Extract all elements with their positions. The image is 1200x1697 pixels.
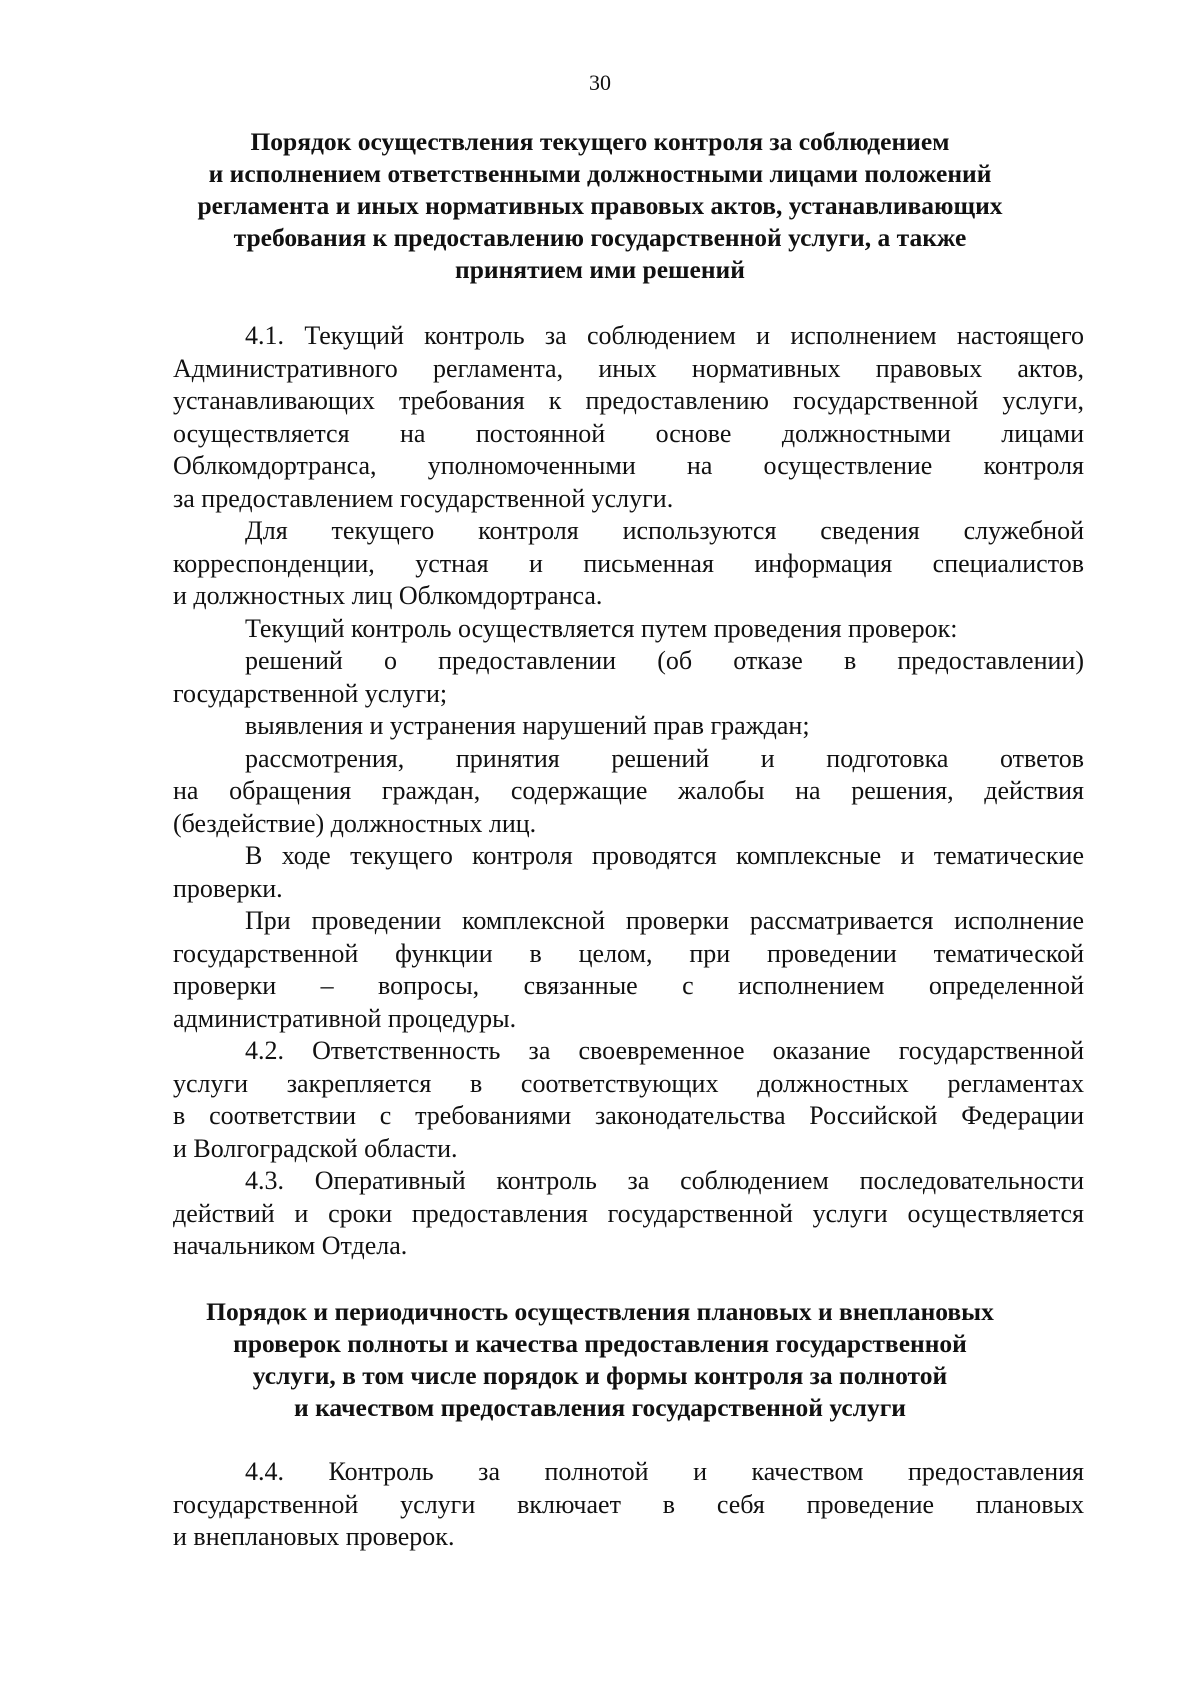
text-line: (бездействие) должностных лиц. [173,808,537,838]
paragraph [173,1456,1084,1554]
text-line: государственной функции в целом, при проведении тематической [173,938,1084,968]
section-body-current-control [173,320,1084,1263]
text-line: решений о предоставлении (об отказе в предоставлении) [245,646,1084,675]
text-line: Облкомдортранса, уполномоченными на осуществление контроля [173,451,1084,480]
section-heading-current-control [160,126,1040,286]
text-line: корреспонденции, устная и письменная информация специалистов [173,548,1084,578]
text-line: рассмотрения, принятия решений и подготовка ответов [245,743,1084,773]
section-heading-planned-inspections [160,1296,1040,1424]
text-line: выявления и устранения нарушений прав граждан; [245,711,810,740]
text-line: и должностных лиц Облкомдортранса. [173,581,603,610]
text-line: 4.3. Оперативный контроль за соблюдением последовательности [245,1166,1084,1195]
text-line: Для текущего контроля используются сведения служебной [245,516,1084,545]
paragraph [173,613,1084,646]
paragraph [173,1035,1084,1165]
heading-line: и исполнением ответственными должностными лицами положений [208,159,992,188]
paragraph [173,743,1084,841]
text-line: При проведении комплексной проверки рассматривается исполнение [245,906,1084,935]
text-line: государственной услуги; [173,678,448,708]
text-line: 4.1. Текущий контроль за соблюдением и исполнением настоящего [245,321,1084,350]
text-line: 4.2. Ответственность за своевременное оказание государственной [245,1036,1084,1065]
paragraph [173,710,1084,743]
heading-line: требования к предоставлению государственной услуги, а также [233,223,967,252]
text-line: Административного регламента, иных нормативных правовых актов, [173,353,1084,383]
paragraph [173,645,1084,710]
text-line: 4.4. Контроль за полнотой и качеством предоставления [245,1457,1084,1486]
paragraph [173,1165,1084,1263]
text-line: услуги закрепляется в соответствующих должностных регламентах [173,1068,1084,1098]
text-line: государственной услуги включает в себя проведение плановых [173,1489,1084,1519]
text-line: действий и сроки предоставления государственной услуги осуществляется [173,1198,1084,1228]
text-line: проверки. [173,873,283,903]
text-line: устанавливающих требования к предоставлению государственной услуги, [173,386,1084,415]
paragraph [173,840,1084,905]
text-line: осуществляется на постоянной основе должностными лицами [173,418,1084,448]
heading-line: Порядок и периодичность осуществления плановых и внеплановых [206,1297,994,1326]
heading-line: принятием ими решений [455,255,745,284]
text-line: и внеплановых проверок. [173,1522,455,1551]
text-line: на обращения граждан, содержащие жалобы на решения, действия [173,776,1084,805]
heading-line: и качеством предоставления государственной услуги [294,1393,906,1422]
text-line: за предоставлением государственной услуги. [173,483,674,513]
text-line: и Волгоградской области. [173,1133,458,1163]
text-line: в соответствии с требованиями законодательства Российской Федерации [173,1101,1084,1130]
section-body-planned-inspections [173,1456,1084,1554]
heading-line: Порядок осуществления текущего контроля за соблюдением [250,127,950,156]
paragraph [173,905,1084,1035]
page-number: 30 [589,70,611,95]
heading-line: услуги, в том числе порядок и формы контроля за полнотой [252,1361,948,1390]
paragraph [173,515,1084,613]
text-line: проверки – вопросы, связанные с исполнением определенной [173,971,1084,1000]
paragraph [173,320,1084,515]
heading-line: проверок полноты и качества предоставления государственной [233,1329,967,1358]
heading-line: регламента и иных нормативных правовых актов, устанавливающих [197,191,1003,220]
text-line: начальником Отдела. [173,1231,408,1260]
text-line: В ходе текущего контроля проводятся комплексные и тематические [245,841,1084,870]
text-line: Текущий контроль осуществляется путем проведения проверок: [245,613,958,643]
text-line: административной процедуры. [173,1003,517,1033]
